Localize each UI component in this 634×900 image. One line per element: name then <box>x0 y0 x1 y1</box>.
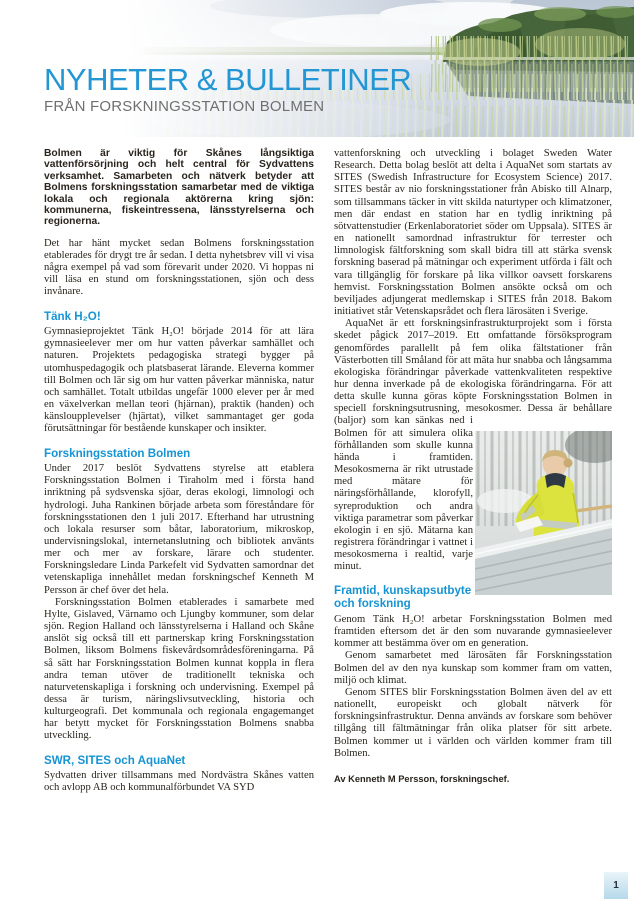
researcher-photo <box>475 431 612 595</box>
left-column <box>44 148 314 794</box>
section-paragraph: Sydvatten driver tillsammans med Nordvästra Skånes vatten och avlopp AB och kommunalförbundet VA SYD <box>44 770 314 794</box>
byline: Av Kenneth M Persson, forskningschef. <box>334 773 510 784</box>
lead-paragraph: Bolmen är viktig för Skånes långsiktiga vattenförsörjning och helt central för Sydvattens verksamhet. Samarbeten och nätverk betyder att Bolmens forskningsstation samarbetar med de viktiga lokala och regionala aktörerna kring sjön: kommunerna, fiskeintressena, länsstyrelserna och regionerna. <box>44 148 314 228</box>
section-paragraph: Genom SITES blir Forskningsstation Bolmen även del av ett nationellt, europeiskt och globalt nätverk för forskningsinfrastruktur. Denna används av forskare som behöver tillgång till fältmätningar från olika platser för sitt arbete. Bolmen kommer ut i världen och världen kommer fram till Bolmen. <box>334 686 612 759</box>
section-heading-tank-h2o: Tänk H₂O! <box>44 309 101 323</box>
section-paragraph: Genom Tänk H₂O! arbetar Forskningsstation Bolmen med framtiden eftersom det är den som nuvarande gymnasieelever kommer att bestämma över om en generation. <box>334 613 612 650</box>
page-title: NYHETER & BULLETINER <box>44 62 412 97</box>
section-heading-forskningsstation: Forskningsstation Bolmen <box>44 446 191 460</box>
continuation-paragraph: vattenforskning och utveckling i bolaget Sweden Water Research. Detta bolag beslöt att delta i AquaNet som startats av SITES (Swedish Infrastructure for Ecosystem Science) 2017. SITES består av nio forskningsstationer från Abisko till Alnarp, som tillsammans täcker in vitt skilda naturtyper och klimatzoner, men där endast en station har en tydlig inriktning på sötvattenstudier (Erkenlaboratoriet söder om Uppsala). SITES är en nationellt samordnad infrastruktur för terrester och limnologisk fältforskning som skall bidra till att stärka svensk forskning baserad på mätningar och experiment utförda i fält och vara tillgänglig för forskare på lika villkor oavsett forskarens hemvist. Forskningsstation Bolmen ansökte också om och beviljades adjungerat medlemskap i SITES från 2018. Bakom initiativet står Vetenskapsrådet och flera lärosäten i Sverige. <box>334 148 612 318</box>
section-heading-swr-sites: SWR, SITES och AquaNet <box>44 753 186 767</box>
page-number-badge: 1 <box>604 872 628 899</box>
header-banner <box>0 0 634 137</box>
page-subtitle: FRÅN FORSKNINGSSTATION BOLMEN <box>44 98 325 115</box>
inset-photo-float <box>473 148 612 597</box>
opening-paragraph: Det har hänt mycket sedan Bolmens forskningsstation etablerades för drygt tre år sedan. I detta nyhetsbrev vill vi visa några exempel på vad som förevarit under 2020. Vi hoppas ni vill läsa en stund om forskningsstationen, sjön och dess invånare. <box>44 237 314 298</box>
section-paragraph: Gymnasieprojektet Tänk H₂O! började 2014 för att lära gymnasieelever mer om hur vatten påverkar samhället och naturen. Projektets pedagogiska strategi bygger på utomhuspedagogik och platsbaserat lärande. Eleverna kommer till Bolmen och lär sig om hur vatten påverkar människa, natur och samhället. Totalt utbildas ungefär 1000 elever per år med en växelverkan mellan teori (hjärnan), praktik (handen) och känsloupplevelser (hjärtat), vilket sammantaget ger goda förutsättningar för bestående kunskaper och insikter. <box>44 326 314 435</box>
section-paragraph: Under 2017 beslöt Sydvattens styrelse att etablera Forskningsstation Bolmen i Tiraholm med i första hand inriktning på sydsvenska sjöar, deras ekologi, limnologi och hydrologi. Juha Rankinen började arbeta som föreståndare för forskningsstationen den 1 juli 2017. Efterhand har utrustning och lokala resurser som båtar, laboratorium, mikroskop, undervisningslokal, internetanslutning och bibliotek använts mer och mer av forskare, lärare och studenter. Forskningsledare Linda Parkefelt vid Sydvatten samordnar det vetenskapliga innehållet medan forskningschef Kenneth M Persson är chef över det hela. <box>44 463 314 596</box>
section-paragraph: Forskningsstation Bolmen etablerades i samarbete med Hylte, Gislaved, Värnamo och Ljungby kommuner, som delar sjön. Region Halland och länsstyrelserna i Halland och Skåne anslöt sig också till ett partnerskap kring Forskningsstation Bolmen, liksom Bolmens fiskevårdsområdesföreningarna. På så sätt har Forskningsstation Bolmen kunnat koppla in flera andra teman utöver de traditionellt tekniska och naturvetenskapliga i forskning och undervisning. Exempel på dessa är turism, näringslivsutveckling, historia och kulturgeografi. Det kommunala och regionala engagemanget har betytt mycket för Forskningsstation Bolmens snabba utveckling. <box>44 596 314 742</box>
right-column <box>334 148 612 785</box>
section-heading-framtid: Framtid, kunskapsutbyte och forskning <box>334 584 472 611</box>
section-paragraph: Genom samarbetet med lärosäten får Forskningsstation Bolmen del av den nya kunskap som kommer fram om vatten, miljö och klimat. <box>334 650 612 686</box>
aquanet-paragraph: AquaNet är ett forskningsinfrastrukturprojekt som i första skedet pågick 2017–2019. Ett omfattande försöksprogram genomfördes parallellt på fem olika fältstationer från Västerbotten till Småland för att mäta hur snabba och långsamma ekologiska förändringar påverkade vattenkvaliteten respektive hur denna inverkade på de ekologiska förändringarna. För att detta skulle kunna göras köpte Forskningsstation Bolmen in speciell forskningsutrusning, mesokosmer. Dessa är behållare (baljor) som kan sänkas ned i Bolmen för att simulera olika förhållanden som skulle kunna hända i framtiden. Mesokosmerna är rikt utrustade med mätare för näringsförhållande, klorofyll, syreproduktion och andra viktiga parametrar som påverkar ekologin i en sjö. Mätarna kan registrera förändringar i vattnet i mesokosmerna i realtid, varje minut. <box>334 318 612 573</box>
